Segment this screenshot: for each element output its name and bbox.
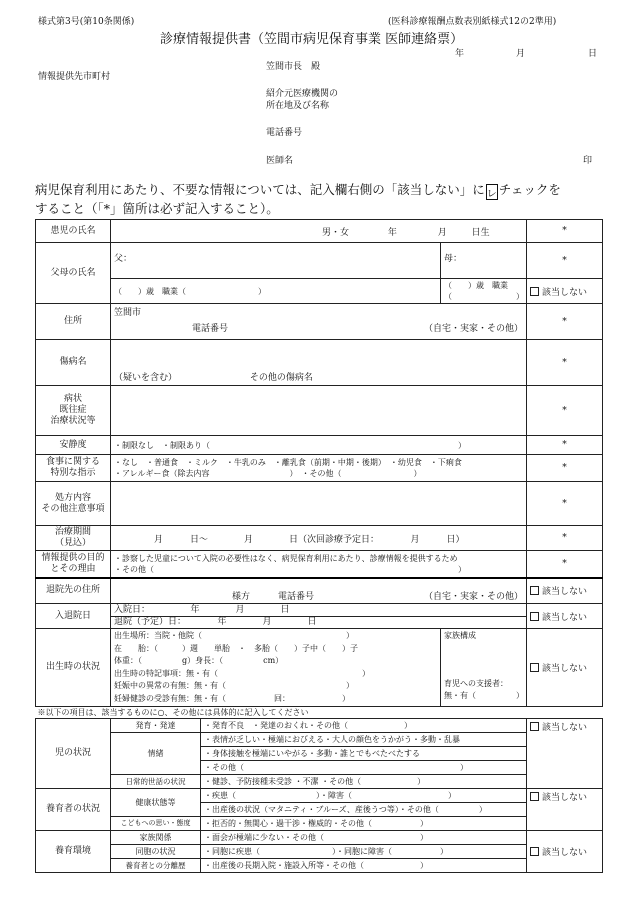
- birth-place: 出生場所：当院・他院（ ）: [114, 631, 354, 640]
- row-env-separation: [36, 859, 603, 873]
- address-city: 笠間市: [114, 308, 142, 318]
- prescription-label: [36, 482, 111, 526]
- address-field[interactable]: [111, 304, 527, 340]
- row-symptoms: [36, 386, 603, 436]
- check-glyph: レ: [486, 189, 497, 200]
- rest-field[interactable]: ・制限なし ・制限あり（ ）: [111, 436, 527, 455]
- row-child-dev: [36, 719, 603, 733]
- child-name-label: 患児の氏名: [36, 220, 111, 243]
- row-period: [36, 526, 603, 551]
- environment-label: 養育環境: [36, 831, 111, 873]
- family-field[interactable]: [441, 629, 527, 707]
- not-applicable-label: 該当しない: [542, 723, 588, 733]
- row-caregiver-feeling: [36, 817, 603, 831]
- reference-note: (医科診療報酬点数表別紙様式12の2準用): [388, 17, 557, 27]
- row-caregiver-health-1: [36, 789, 603, 803]
- feeling-label: こどもへの思い・態度: [111, 817, 201, 831]
- hospital-dates-field[interactable]: [111, 604, 527, 629]
- disease-suspect-note: （疑いを含む）: [114, 373, 178, 383]
- symptom-label-1: 病状: [63, 394, 82, 404]
- separation-options[interactable]: ・出産後の長期入院・施設入所等・その他（ ）: [201, 859, 527, 873]
- prenatal-checkups: 妊婦健診の受診有無：無・有（ 回： ）: [114, 693, 350, 703]
- row-parent-name: [36, 243, 603, 279]
- row-hospital-dates: [36, 604, 603, 629]
- required-star: *: [527, 482, 603, 526]
- row-birth: [36, 629, 603, 707]
- child-name-field[interactable]: [111, 220, 527, 243]
- symptom-label: [36, 386, 111, 436]
- prescription-label-1: 処方内容: [54, 492, 91, 503]
- disease-field[interactable]: [111, 340, 527, 386]
- instruction-line-2: すること（「*」箇所は必ず記入すること）。: [35, 201, 279, 216]
- family-structure-label: 家族構成: [444, 631, 476, 640]
- purpose-label: [36, 551, 111, 578]
- emotion-label: 情緒: [111, 733, 201, 775]
- row-rest: [36, 436, 603, 455]
- health-options-1[interactable]: ・疾患（ ）・障害（ ）: [201, 789, 527, 803]
- child-status-label: 児の状況: [36, 719, 111, 789]
- discharge-sama-label: 様方: [232, 592, 251, 602]
- provider-city-label: 情報提供先市町村: [38, 72, 111, 82]
- support-label: 育児への支援者：: [444, 679, 508, 688]
- feeling-options[interactable]: ・拒否的・無関心・過干渉・権威的・その他（ ）: [201, 817, 527, 831]
- pregnancy-abnormality: 妊娠中の異常の有無：無・有（ ）: [114, 681, 354, 690]
- seal-label: 印: [583, 156, 593, 166]
- purpose-label-2: とその理由: [50, 563, 96, 574]
- birth-field[interactable]: [111, 629, 441, 707]
- checkbox-icon[interactable]: [530, 287, 539, 296]
- not-applicable-label: 該当しない: [542, 664, 588, 674]
- purpose-option-1: ・診察した児童について入院の必要性はなく、病児保育利用にあたり、診療情報を提供するため: [114, 553, 458, 563]
- address-label: 住所: [36, 304, 111, 340]
- emotion-options-3[interactable]: ・その他（ ）: [201, 761, 527, 775]
- support-options: 無・有（ ）: [444, 691, 524, 700]
- instruction-note: ※以下の項目は、該当するものに○、その他には具体的に記入してください: [36, 707, 603, 719]
- not-applicable-checkbox[interactable]: [527, 789, 603, 831]
- meal-field[interactable]: [111, 455, 527, 482]
- address-phone-label: 電話番号: [192, 324, 229, 334]
- doctor-label: 医師名: [266, 156, 294, 166]
- required-star: *: [527, 455, 603, 482]
- checkbox-icon[interactable]: [530, 792, 539, 801]
- not-applicable-checkbox[interactable]: [527, 831, 603, 873]
- phone-label: 電話番号: [266, 128, 303, 138]
- row-child-daily: [36, 775, 603, 789]
- meal-label-2: 特別な指示: [50, 468, 96, 478]
- not-applicable-checkbox[interactable]: [527, 279, 603, 304]
- meal-label: [36, 455, 111, 482]
- row-env-family: [36, 831, 603, 845]
- instruction-text-a: 病児保育利用にあたり、不要な情報については、記入欄右側の「該当しない」に: [35, 182, 485, 197]
- row-prescription: [36, 482, 603, 526]
- date-month-label: 月: [516, 49, 526, 59]
- checkbox-icon[interactable]: [530, 663, 539, 672]
- row-purpose: [36, 551, 603, 578]
- instruction-text-b: チェックを: [498, 182, 561, 197]
- check-box-sample: [486, 184, 498, 200]
- meal-options-1: ・なし ・普通食 ・ミルク ・牛乳のみ ・離乳食（前期・中期・後期） ・幼児食 ・下痢食: [114, 458, 462, 467]
- row-discharge-address: [36, 578, 603, 604]
- row-note: [36, 707, 603, 719]
- prescription-field[interactable]: [111, 482, 527, 526]
- daily-care-options[interactable]: ・健診、予防接種未受診 ・不潔 ・その他（ ）: [201, 775, 527, 789]
- discharge-address-field[interactable]: [111, 578, 527, 604]
- discharge-date[interactable]: 退院（予定）日： 年 月 日: [114, 616, 317, 627]
- family-relation-options[interactable]: ・面会が極端に少ない・その他（ ）: [201, 831, 527, 845]
- birth-day-label: 日生: [471, 227, 490, 238]
- not-applicable-checkbox[interactable]: [527, 629, 603, 707]
- not-applicable-label: 該当しない: [542, 793, 588, 803]
- prescription-label-2: その他注意事項: [41, 503, 105, 514]
- checkbox-icon[interactable]: [530, 847, 539, 856]
- checkbox-icon[interactable]: [530, 722, 539, 731]
- address-home-options: （自宅・実家・その他）: [423, 324, 523, 334]
- birth-weight-height: 体重：（ g）身長：（ cm）: [114, 656, 284, 665]
- recipient: 笠間市長 殿: [266, 62, 321, 72]
- parent-name-label: 父母の氏名: [36, 243, 111, 304]
- health-label: 健康状態等: [111, 789, 201, 817]
- row-parent-age-job: [36, 279, 603, 304]
- sibling-label: 同胞の状況: [111, 845, 201, 859]
- required-star: *: [527, 436, 603, 455]
- required-star: *: [527, 243, 603, 279]
- row-child-name: [36, 220, 603, 243]
- not-applicable-checkbox[interactable]: [527, 719, 603, 789]
- purpose-label-1: 情報提供の目的: [41, 552, 105, 563]
- caregiver-label: 養育者の状況: [36, 789, 111, 831]
- birth-year-label: 年: [387, 227, 397, 238]
- row-address: [36, 304, 603, 340]
- not-applicable-checkbox[interactable]: [527, 578, 603, 604]
- origin-label-1: 紹介元医療機関の: [266, 89, 339, 99]
- father-field[interactable]: [111, 243, 441, 279]
- not-applicable-label: 該当しない: [542, 612, 588, 623]
- discharge-address-label: 退院先の住所: [36, 578, 111, 604]
- admission-date[interactable]: 入院日： 年 月 日: [111, 605, 526, 617]
- not-applicable-label: 該当しない: [542, 848, 588, 858]
- health-options-2[interactable]: ・出産後の状況（マタニティ・ブルーズ、産後うつ等）・その他（ ）: [201, 803, 527, 817]
- daily-care-label: 日常的世話の状況: [111, 775, 201, 789]
- birth-label: 出生時の状況: [36, 629, 111, 707]
- mother-age-job[interactable]: （ ）歳 職業（ ）: [441, 279, 527, 304]
- required-star: *: [527, 551, 603, 578]
- medical-info-table: [35, 219, 603, 873]
- instruction-line-1: [35, 180, 561, 200]
- purpose-field[interactable]: [111, 551, 527, 578]
- emotion-options-1[interactable]: ・表情が乏しい・極端におびえる・大人の顔色をうかがう・多動・乱暴: [201, 733, 527, 747]
- period-text: 月 日～ 月 日（次回診療予定日： 月 日）: [154, 534, 465, 545]
- required-star: *: [527, 220, 603, 243]
- row-disease: [36, 340, 603, 386]
- sibling-options[interactable]: ・同胞に疾患（ ）・同胞に障害（ ）: [201, 845, 527, 859]
- checkbox-icon[interactable]: [530, 612, 539, 621]
- gestation: 在 胎：（ ）週 単胎 ・ 多胎（ ）子中（ ）子: [114, 643, 358, 653]
- sex-options: 男・女: [322, 227, 350, 238]
- development-options[interactable]: ・発育不良 ・発達のおくれ・その他（ ）: [201, 719, 527, 733]
- symptom-field[interactable]: [111, 386, 527, 436]
- father-label: 父：: [114, 254, 133, 264]
- purpose-option-2: ・その他（ ）: [114, 564, 466, 574]
- required-star: *: [527, 304, 603, 340]
- checkbox-icon[interactable]: [530, 586, 539, 595]
- not-applicable-label: 該当しない: [542, 587, 588, 598]
- discharge-home-options: （自宅・実家・その他）: [423, 592, 523, 602]
- symptom-label-3: 治療状況等: [50, 416, 96, 426]
- mother-label: 母：: [444, 254, 463, 264]
- origin-label-2: 所在地及び名称: [266, 101, 330, 111]
- development-label: 発育・発達: [111, 719, 201, 733]
- period-field[interactable]: [111, 526, 527, 551]
- meal-options-2: ・アレルギー食（除去内容 ） ・その他（ ）: [114, 469, 422, 478]
- date-day-label: 日: [588, 49, 598, 59]
- disease-label: 傷病名: [36, 340, 111, 386]
- discharge-phone-label: 電話番号: [278, 592, 315, 602]
- form-number: 様式第3号(第10条関係): [38, 17, 135, 27]
- not-applicable-label: 該当しない: [542, 287, 588, 298]
- family-relation-label: 家族関係: [111, 831, 201, 845]
- row-child-emotion-1: [36, 733, 603, 747]
- not-applicable-checkbox[interactable]: [527, 604, 603, 629]
- date-year-label: 年: [455, 49, 465, 59]
- other-disease-label: その他の傷病名: [249, 373, 313, 383]
- birth-notes: 出生時の特記事項：無・有（ ）: [114, 668, 370, 678]
- rest-label: 安静度: [36, 436, 111, 455]
- required-star: *: [527, 526, 603, 551]
- emotion-options-2[interactable]: ・身体接触を極端にいやがる・多動・誰とでもべたべたする: [201, 747, 527, 761]
- hospital-dates-label: 入退院日: [36, 604, 111, 629]
- row-env-sibling: [36, 845, 603, 859]
- meal-label-1: 食事に関する: [45, 457, 100, 467]
- period-label-1: 治療期間: [54, 527, 91, 537]
- page-title: 診療情報提供書（笠間市病児保育事業 医師連絡票）: [160, 32, 464, 47]
- period-label-2: （見込）: [54, 538, 91, 548]
- row-meal: [36, 455, 603, 482]
- period-label: [36, 526, 111, 551]
- mother-field[interactable]: [441, 243, 527, 279]
- symptom-label-2: 既往症: [59, 405, 87, 415]
- birth-month-label: 月: [437, 227, 447, 238]
- separation-label: 養育者との分離歴: [111, 859, 201, 873]
- required-star: *: [527, 340, 603, 386]
- father-age-job[interactable]: （ ）歳 職業（ ）: [111, 279, 441, 304]
- required-star: *: [527, 386, 603, 436]
